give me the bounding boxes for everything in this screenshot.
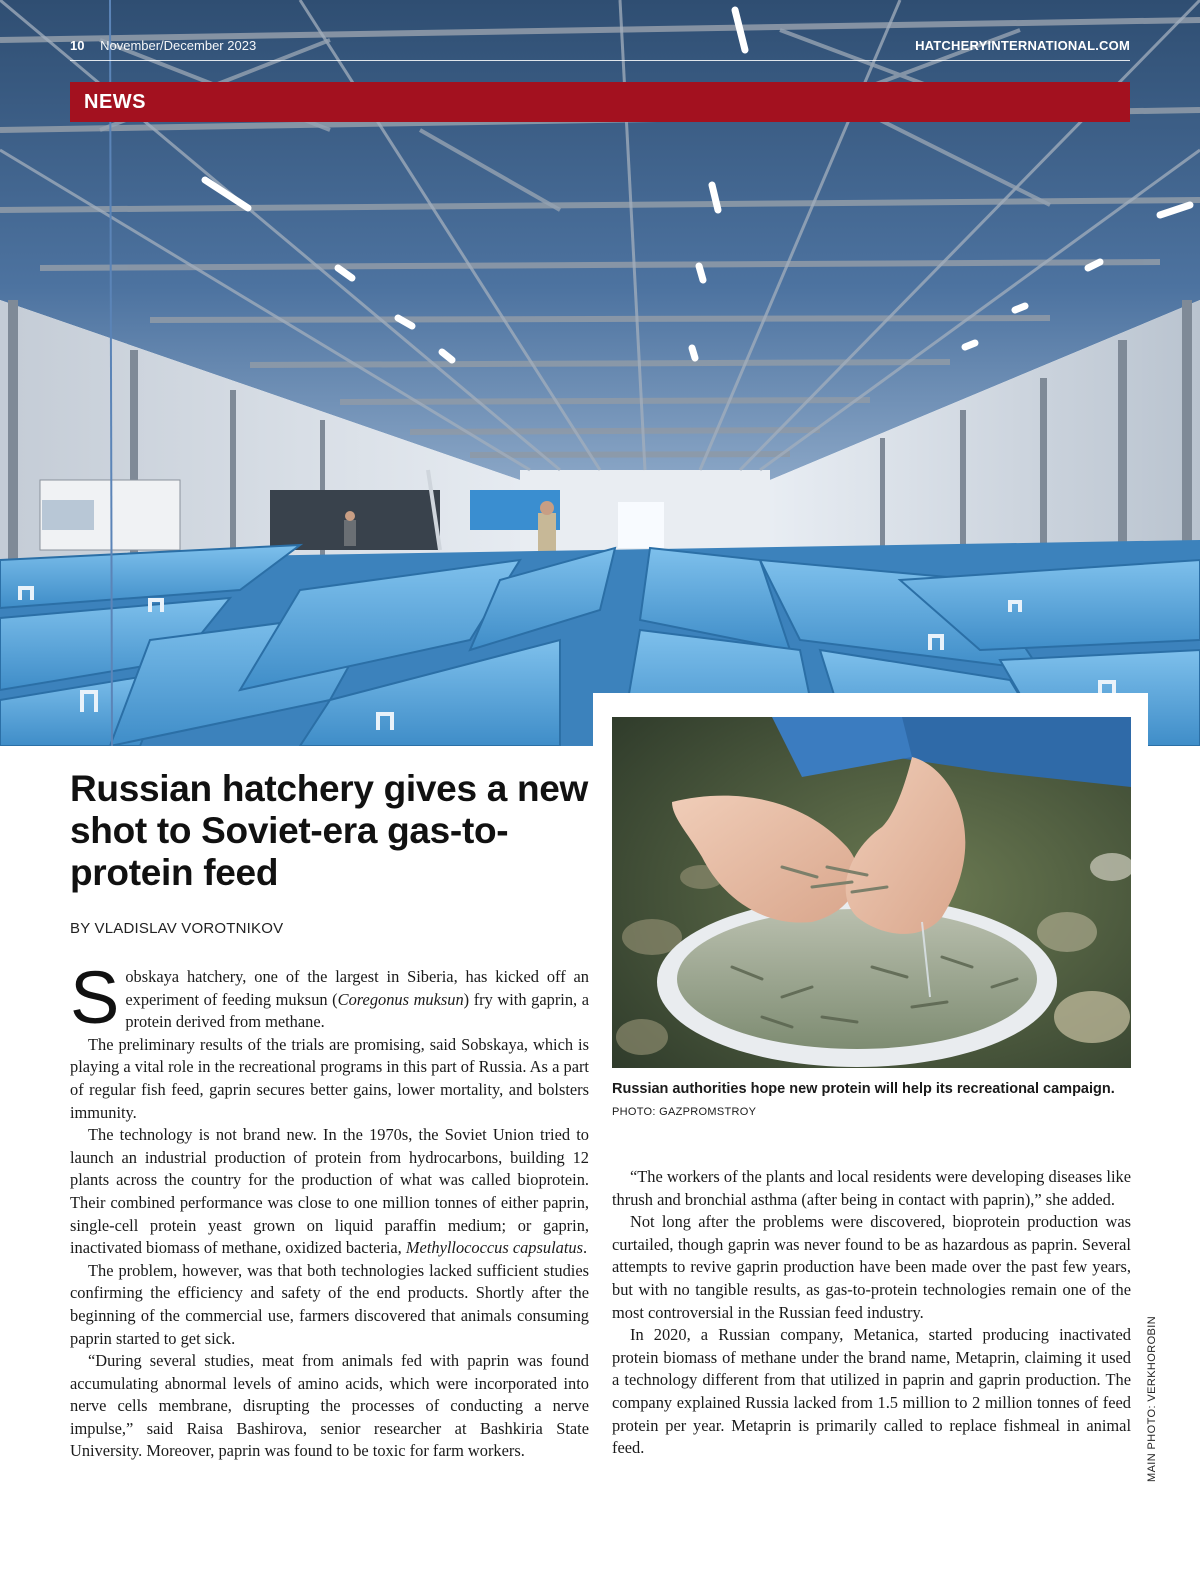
paragraph-1-text-b: ) fry with gaprin, a protein derived from methane. (125, 989, 589, 1032)
running-header (70, 38, 1130, 61)
paragraph-8: In 2020, a Russian company, Metanica, started producing inactivated protein biomass of methane under the brand name, Metaprin, claiming it used a technology different from that utilized in paprin and gaprin production. The company explained Russia lacked from 1.5 million to 2 million tonnes of feed protein per year. Metaprin is primarily called to replace fishmeal in animal feed. (612, 1325, 1131, 1458)
paragraph-1-text-a: obskaya hatchery, one of the largest in Siberia, has kicked off an experiment of feeding muksun ( (125, 967, 589, 1009)
website-link[interactable]: HATCHERYINTERNATIONAL.COM (915, 38, 1130, 53)
paragraph-7: Not long after the problems were discovered, bioprotein production was curtailed, though gaprin was never found to be as hazardous as paprin. Several attempts to revive gaprin production have been made over the past few years, but with no tangible results, as gas-to-protein technologies remain one of the most controversial in the Russian feed industry. (612, 1212, 1131, 1322)
caption-text: Russian authorities hope new protein will help its recreational campaign. (612, 1081, 1115, 1097)
paragraph-3-text-a: The technology is not brand new. In the 1970s, the Soviet Union tried to launch an industrial production of protein from hydrocarbons, building 12 plants across the country for the production of what was called bioprotein. Their combined performance was close to one million tonnes of either paprin, single-cell protein yeast grown on liquid paraffin medium; or gaprin, inactivated biomass of methane, oxidized bacteria, (70, 1125, 589, 1258)
drop-cap: S (70, 956, 120, 1039)
page-number: 10 (70, 38, 85, 53)
paragraph-3 (70, 1124, 589, 1260)
paragraph-2: The preliminary results of the trials are promising, said Sobskaya, which is playing a vital role in the recreational programs in this part of Russia. As a part of regular fish feed, gaprin secures better gains, lower mortality, and bolsters immunity. (70, 1034, 589, 1122)
paragraph-4: The problem, however, was that both technologies lacked sufficient studies confirming the efficiency and safety of the end products. Shortly after the beginning of the commercial use, farmers discovered that animals consuming paprin started to get sick. (70, 1260, 589, 1348)
main-photo-credit: MAIN PHOTO: VERKHOROBIN (1146, 1315, 1158, 1482)
article-column-right (612, 1166, 1131, 1460)
section-label: NEWS (84, 91, 146, 113)
paragraph-1 (70, 956, 589, 1039)
paragraph-3-text-b: . (582, 1238, 588, 1258)
issue-date: November/December 2023 (100, 38, 257, 53)
hands-holding-fry-photo-icon (612, 717, 1131, 1068)
species-name: Coregonus muksun (337, 989, 464, 1009)
paragraph-6: “The workers of the plants and local residents were developing diseases like thrush and bronchial asthma (after being in contact with paprin),” she added. (612, 1167, 1131, 1209)
article-headline: Russian hatchery gives a new shot to Soviet-era gas-to-protein feed (70, 768, 589, 893)
article-byline: BY VLADISLAV VOROTNIKOV (70, 920, 284, 937)
paragraph-5: “During several studies, meat from animals fed with paprin was found accumulating abnormal levels of amino acids, which were incorporated into nerve cells membrane, disrupting the processes of conducting a nerve impulse,” said Raisa Bashirova, senior researcher at Bashkiria State University. Moreover, paprin was found to be toxic for farm workers. (70, 1351, 589, 1461)
photo-caption (612, 1078, 1132, 1123)
caption-photo-credit: PHOTO: GAZPROMSTROY (612, 1106, 757, 1118)
article-column-left (70, 956, 589, 1463)
section-label-bar (70, 82, 1130, 122)
bacteria-name: Methyllococcus capsulatus (405, 1238, 583, 1258)
inset-photo (612, 717, 1131, 1068)
